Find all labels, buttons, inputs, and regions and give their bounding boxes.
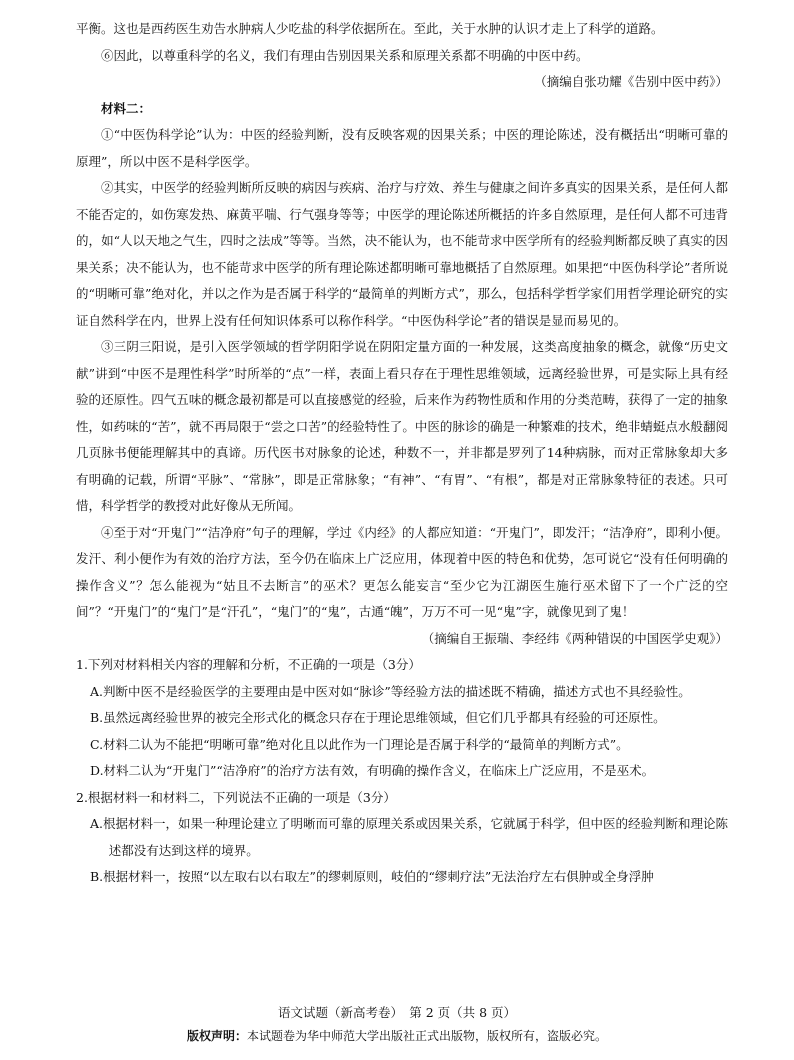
copyright-notice	[0, 1027, 794, 1044]
source-citation-2: （摘编自王振瑞、李经纬《两种错误的中国医学史观》）	[421, 630, 728, 646]
question-1-option-c: C.材料二认为不能把“明晰可靠”绝对化且以此作为一门理论是否属于科学的“最简单的判断方式”。	[90, 736, 629, 752]
copyright-text: 本试题卷为华中师范大学出版社正式出版物，版权所有，盗版必究。	[247, 1029, 608, 1043]
question-2-stem: 2.根据材料一和材料二，下列说法不正确的一项是（3分）	[76, 789, 396, 805]
question-2-option-a: A.根据材料一，如果一种理论建立了明晰而可靠的原理关系或因果关系，它就属于科学，但中医的经验判断和理论陈述都没有达到这样的境界。	[90, 816, 729, 858]
paragraph-6: ⑥因此，以尊重科学的名义，我们有理由告别因果关系和原理关系都不明确的中医中药。	[101, 47, 589, 63]
source-citation-1: （摘编自张功耀《告别中医中药》）	[534, 74, 728, 89]
material-2-paragraph-2: ②其实，中医学的经验判断所反映的病因与疾病、治疗与疗效、养生与健康之间许多真实的因果关系，是任何人都不能否定的，如伤寒发热、麻黄平喘、行气强身等等；中医学的理论陈述所概括的许多自然原理，是任何人都不可违背的，如“人以天地之气生，四时之法成”等等。当然，决不能认为，也不能苛求中医学所有的经验判断都反映了真实的因果关系；决不能认为，也不能苛求中医学的所有理论陈述都明晰可靠地概括了自然原理。如果把“中医伪科学论”者所说的“明晰可靠”绝对化，并以之作为是否属于科学的“最简单的判断方式”，那么，包括科学哲学家们用哲学理论研究的实证自然科学在内，世界上没有任何知识体系可以称作科学。“中医伪科学论”者的错误是显而易见的。	[76, 180, 728, 328]
paragraph-continuation: 平衡。这也是西药医生劝告水肿病人少吃盐的科学依据所在。至此，关于水肿的认识才走上了科学的道路。	[76, 21, 664, 36]
material-2-paragraph-1: ①“中医伪科学论”认为：中医的经验判断，没有反映客观的因果关系；中医的理论陈述，没有概括出“明晰可靠的原理”，所以中医不是科学医学。	[76, 127, 728, 169]
question-1-option-a: A.判断中医不是经验医学的主要理由是中医对如“脉诊”等经验方法的描述既不精确，描述方式也不具经验性。	[90, 683, 691, 699]
question-1-option-d: D.材料二认为“开鬼门”“洁净府”的治疗方法有效，有明确的操作含义，在临床上广泛应用，不是巫术。	[90, 763, 655, 778]
page-footer: 语文试题（新高考卷） 第 2 页（共 8 页）	[277, 1005, 517, 1020]
question-2-option-b: B.根据材料一，按照“以左取右以右取左”的缪刺原则，岐伯的“缪刺疗法”无法治疗左右俱肿或全身浮肿	[90, 869, 654, 884]
material-2-paragraph-3: ③三阴三阳说，是引入医学领域的哲学阴阳学说在阴阳定量方面的一种发展，这类高度抽象的概念，就像“历史文献”讲到“中医不是理性科学”时所举的“点”一样，表面上看只存在于理性思维领域，远离经验世界，可是实际上具有经验的还原性。四气五味的概念最初都是可以直接感觉的经验，后来作为药物性质和作用的分类范畴，获得了一定的抽象性，如药味的“苦”，就不再局限于“尝之口苦”的经验特性了。中医的脉诊的确是一种繁难的技术，绝非蜻蜓点水般翻阅几页脉书便能理解其中的真谛。历代医书对脉象的论述，种数不一，并非都是罗列了14种病脉，而对正常脉象却大多有明确的记载，所谓“平脉”、“常脉”，即是正常脉象；“有神”、“有胃”、“有根”，都是对正常脉象特征的表述。只可惜，科学哲学的教授对此好像从无所闻。	[76, 339, 728, 513]
material-2-paragraph-4: ④至于对“开鬼门”“洁净府”句子的理解，学过《内经》的人都应知道：“开鬼门”，即发汗；“洁净府”，即利小便。发汗、利小便作为有效的治疗方法，至今仍在临床上广泛应用，体现着中医的特色和优势，怎可说它“没有任何明确的操作含义”？怎么能视为“姑且不去断言”的巫术？更怎么能妄言“至少它为江湖医生施行巫术留下了一个广泛的空间”？“开鬼门”的“鬼门”是“汗孔”，“鬼门”的“鬼”，古通“魄”，万万不可一见“鬼”字，就像见到了鬼！	[76, 524, 728, 619]
material-2-heading: 材料二：	[101, 100, 152, 116]
copyright-label: 版权声明：	[186, 1029, 247, 1043]
exam-body	[76, 16, 728, 891]
question-1-option-b: B.虽然远离经验世界的被完全形式化的概念只存在于理论思维领域，但它们几乎都具有经验的可还原性。	[90, 710, 666, 725]
question-1-stem: 1.下列对材料相关内容的理解和分析，不正确的一项是（3分）	[76, 657, 421, 672]
